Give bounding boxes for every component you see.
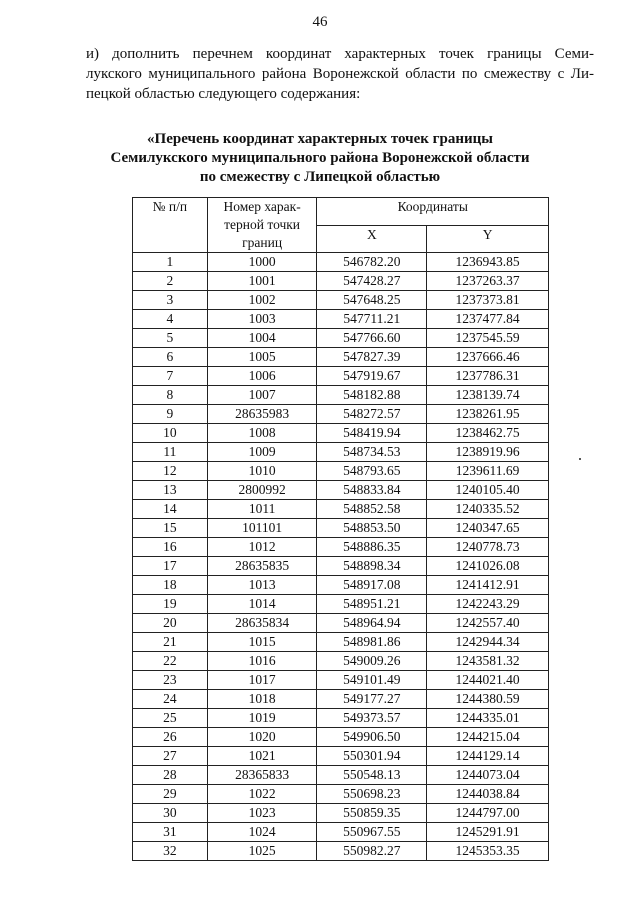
coord-y: 1236943.85	[427, 253, 549, 272]
row-number: 18	[133, 576, 208, 595]
table-row	[133, 348, 549, 367]
table-row	[133, 519, 549, 538]
coord-x: 550301.94	[317, 747, 427, 766]
table-row	[133, 462, 549, 481]
table-row	[133, 576, 549, 595]
row-number: 8	[133, 386, 208, 405]
page-number: 46	[312, 14, 328, 30]
coord-y: 1238919.96	[427, 443, 549, 462]
table-row	[133, 443, 549, 462]
table-row	[133, 595, 549, 614]
point-number: 1008	[207, 424, 317, 443]
point-number: 1015	[207, 633, 317, 652]
coord-x: 548182.88	[317, 386, 427, 405]
point-number: 1019	[207, 709, 317, 728]
row-number: 16	[133, 538, 208, 557]
coord-y: 1243581.32	[427, 652, 549, 671]
row-number: 5	[133, 329, 208, 348]
coord-y: 1239611.69	[427, 462, 549, 481]
coord-x: 549373.57	[317, 709, 427, 728]
coord-x: 548272.57	[317, 405, 427, 424]
intro-line: лукского муниципального района Воронежской области по смежеству с Ли-	[86, 66, 594, 82]
row-number: 31	[133, 823, 208, 842]
header-y: Y	[427, 225, 549, 253]
table-row	[133, 652, 549, 671]
coord-y: 1237786.31	[427, 367, 549, 386]
point-number: 1022	[207, 785, 317, 804]
row-number: 2	[133, 272, 208, 291]
table-row	[133, 367, 549, 386]
coord-x: 548981.86	[317, 633, 427, 652]
point-number: 1010	[207, 462, 317, 481]
header-x: X	[317, 225, 427, 253]
coord-y: 1237263.37	[427, 272, 549, 291]
coord-y: 1240778.73	[427, 538, 549, 557]
row-number: 9	[133, 405, 208, 424]
coord-y: 1237545.59	[427, 329, 549, 348]
table-row	[133, 329, 549, 348]
table-row	[133, 405, 549, 424]
coord-x: 549101.49	[317, 671, 427, 690]
coord-x: 549177.27	[317, 690, 427, 709]
coord-y: 1244215.04	[427, 728, 549, 747]
coord-x: 548917.08	[317, 576, 427, 595]
coord-x: 547428.27	[317, 272, 427, 291]
header-point-number	[207, 198, 317, 253]
row-number: 21	[133, 633, 208, 652]
table-row	[133, 633, 549, 652]
coord-x: 548833.84	[317, 481, 427, 500]
intro-line: пецкой областью следующего содержания:	[86, 86, 361, 102]
table-row	[133, 253, 549, 272]
table-row	[133, 709, 549, 728]
row-number: 15	[133, 519, 208, 538]
coord-y: 1244021.40	[427, 671, 549, 690]
coord-y: 1240347.65	[427, 519, 549, 538]
coord-y: 1244129.14	[427, 747, 549, 766]
table-row	[133, 728, 549, 747]
table-row	[133, 766, 549, 785]
point-number: 1003	[207, 310, 317, 329]
title-line: Семилукского муниципального района Воронежской области	[110, 150, 530, 166]
row-number: 1	[133, 253, 208, 272]
row-number: 30	[133, 804, 208, 823]
table-row	[133, 804, 549, 823]
coord-x: 547766.60	[317, 329, 427, 348]
table-row	[133, 386, 549, 405]
row-number: 24	[133, 690, 208, 709]
coord-x: 548853.50	[317, 519, 427, 538]
coord-x: 550982.27	[317, 842, 427, 861]
table-row	[133, 424, 549, 443]
coord-x: 548886.35	[317, 538, 427, 557]
coordinates-table	[132, 197, 549, 861]
coord-y: 1244073.04	[427, 766, 549, 785]
coord-y: 1242243.29	[427, 595, 549, 614]
row-number: 22	[133, 652, 208, 671]
coord-x: 548419.94	[317, 424, 427, 443]
coord-y: 1238261.95	[427, 405, 549, 424]
coord-y: 1238462.75	[427, 424, 549, 443]
table-row	[133, 785, 549, 804]
row-number: 26	[133, 728, 208, 747]
point-number: 1023	[207, 804, 317, 823]
coord-y: 1237666.46	[427, 348, 549, 367]
table-row	[133, 310, 549, 329]
coord-y: 1241026.08	[427, 557, 549, 576]
coord-x: 548793.65	[317, 462, 427, 481]
coord-y: 1238139.74	[427, 386, 549, 405]
point-number: 1016	[207, 652, 317, 671]
table-row	[133, 291, 549, 310]
point-number: 101101	[207, 519, 317, 538]
row-number: 4	[133, 310, 208, 329]
coord-x: 547919.67	[317, 367, 427, 386]
coord-x: 550548.13	[317, 766, 427, 785]
table-row	[133, 690, 549, 709]
table-header	[133, 198, 549, 253]
row-number: 3	[133, 291, 208, 310]
row-number: 11	[133, 443, 208, 462]
coord-x: 547711.21	[317, 310, 427, 329]
point-number: 1014	[207, 595, 317, 614]
intro-line: и) дополнить перечнем координат характерных точек границы Семи-	[86, 46, 594, 62]
point-number: 1009	[207, 443, 317, 462]
point-number: 1018	[207, 690, 317, 709]
point-number: 1000	[207, 253, 317, 272]
coord-x: 549009.26	[317, 652, 427, 671]
coord-x: 548951.21	[317, 595, 427, 614]
stray-dot	[579, 458, 581, 460]
row-number: 25	[133, 709, 208, 728]
point-number: 1002	[207, 291, 317, 310]
row-number: 32	[133, 842, 208, 861]
point-number: 1001	[207, 272, 317, 291]
point-number: 1020	[207, 728, 317, 747]
point-number: 2800992	[207, 481, 317, 500]
coord-y: 1244797.00	[427, 804, 549, 823]
coord-y: 1242944.34	[427, 633, 549, 652]
row-number: 23	[133, 671, 208, 690]
coord-x: 550698.23	[317, 785, 427, 804]
table-row	[133, 823, 549, 842]
point-number: 1006	[207, 367, 317, 386]
point-number: 1013	[207, 576, 317, 595]
table-row	[133, 538, 549, 557]
coord-y: 1245291.91	[427, 823, 549, 842]
coord-y: 1241412.91	[427, 576, 549, 595]
point-number: 1024	[207, 823, 317, 842]
table-row	[133, 500, 549, 519]
header-point-line: Номер харак-	[223, 199, 301, 214]
point-number: 1021	[207, 747, 317, 766]
coord-y: 1244380.59	[427, 690, 549, 709]
intro-paragraph	[86, 44, 594, 104]
coord-y: 1244335.01	[427, 709, 549, 728]
row-number: 13	[133, 481, 208, 500]
coord-x: 548852.58	[317, 500, 427, 519]
coord-x: 546782.20	[317, 253, 427, 272]
point-number: 1005	[207, 348, 317, 367]
coord-x: 548964.94	[317, 614, 427, 633]
point-number: 28635983	[207, 405, 317, 424]
row-number: 14	[133, 500, 208, 519]
coord-x: 547827.39	[317, 348, 427, 367]
row-number: 12	[133, 462, 208, 481]
coord-x: 548734.53	[317, 443, 427, 462]
coord-x: 547648.25	[317, 291, 427, 310]
row-number: 10	[133, 424, 208, 443]
table-row	[133, 272, 549, 291]
coord-x: 549906.50	[317, 728, 427, 747]
point-number: 1025	[207, 842, 317, 861]
point-number: 1012	[207, 538, 317, 557]
title-line: «Перечень координат характерных точек границы	[147, 131, 493, 147]
table-row	[133, 614, 549, 633]
header-point-line: границ	[242, 235, 283, 250]
point-number: 1007	[207, 386, 317, 405]
row-number: 19	[133, 595, 208, 614]
header-point-line: терной точки	[224, 217, 301, 232]
row-number: 27	[133, 747, 208, 766]
coord-y: 1245353.35	[427, 842, 549, 861]
header-number: № п/п	[133, 198, 208, 253]
table-row	[133, 557, 549, 576]
point-number: 28365833	[207, 766, 317, 785]
row-number: 29	[133, 785, 208, 804]
coord-x: 548898.34	[317, 557, 427, 576]
point-number: 28635834	[207, 614, 317, 633]
table-title	[0, 130, 640, 187]
coord-y: 1242557.40	[427, 614, 549, 633]
table-row	[133, 842, 549, 861]
row-number: 6	[133, 348, 208, 367]
table-row	[133, 481, 549, 500]
coord-y: 1237373.81	[427, 291, 549, 310]
row-number: 7	[133, 367, 208, 386]
point-number: 28635835	[207, 557, 317, 576]
row-number: 28	[133, 766, 208, 785]
table-body	[133, 253, 549, 861]
coord-y: 1244038.84	[427, 785, 549, 804]
row-number: 20	[133, 614, 208, 633]
coord-y: 1240335.52	[427, 500, 549, 519]
table-row	[133, 671, 549, 690]
coord-y: 1237477.84	[427, 310, 549, 329]
header-coordinates: Координаты	[317, 198, 549, 226]
row-number: 17	[133, 557, 208, 576]
coord-x: 550859.35	[317, 804, 427, 823]
coord-x: 550967.55	[317, 823, 427, 842]
point-number: 1017	[207, 671, 317, 690]
title-line: по смежеству с Липецкой областью	[199, 169, 441, 185]
point-number: 1011	[207, 500, 317, 519]
table-row	[133, 747, 549, 766]
point-number: 1004	[207, 329, 317, 348]
coord-y: 1240105.40	[427, 481, 549, 500]
